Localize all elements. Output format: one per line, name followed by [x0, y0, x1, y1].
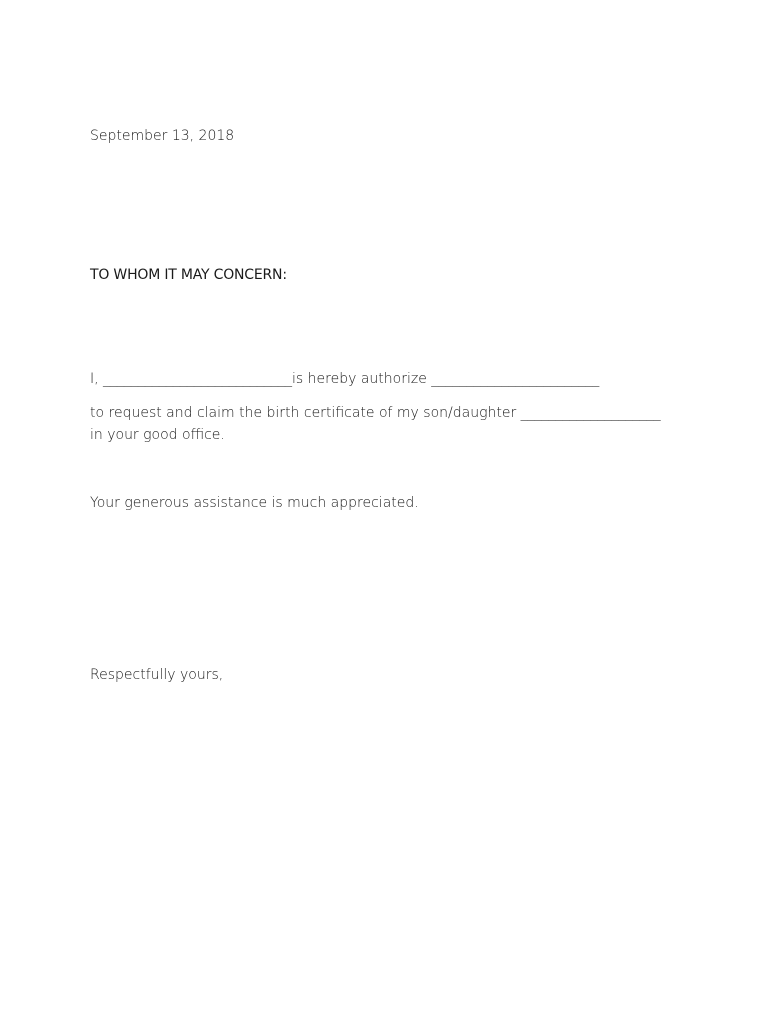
closing-text: Respectfully yours, — [90, 667, 224, 683]
letter-date: September 13, 2018 — [90, 128, 235, 144]
office-line: in your good office. — [90, 427, 225, 443]
request-line: to request and claim the birth certificate of my son/daughter ____________________ — [90, 405, 661, 421]
letter-salutation: TO WHOM IT MAY CONCERN: — [90, 267, 287, 283]
appreciation-text: Your generous assistance is much appreciated. — [90, 495, 419, 511]
authorization-line: I, ___________________________is hereby authorize ________________________ — [90, 371, 600, 387]
